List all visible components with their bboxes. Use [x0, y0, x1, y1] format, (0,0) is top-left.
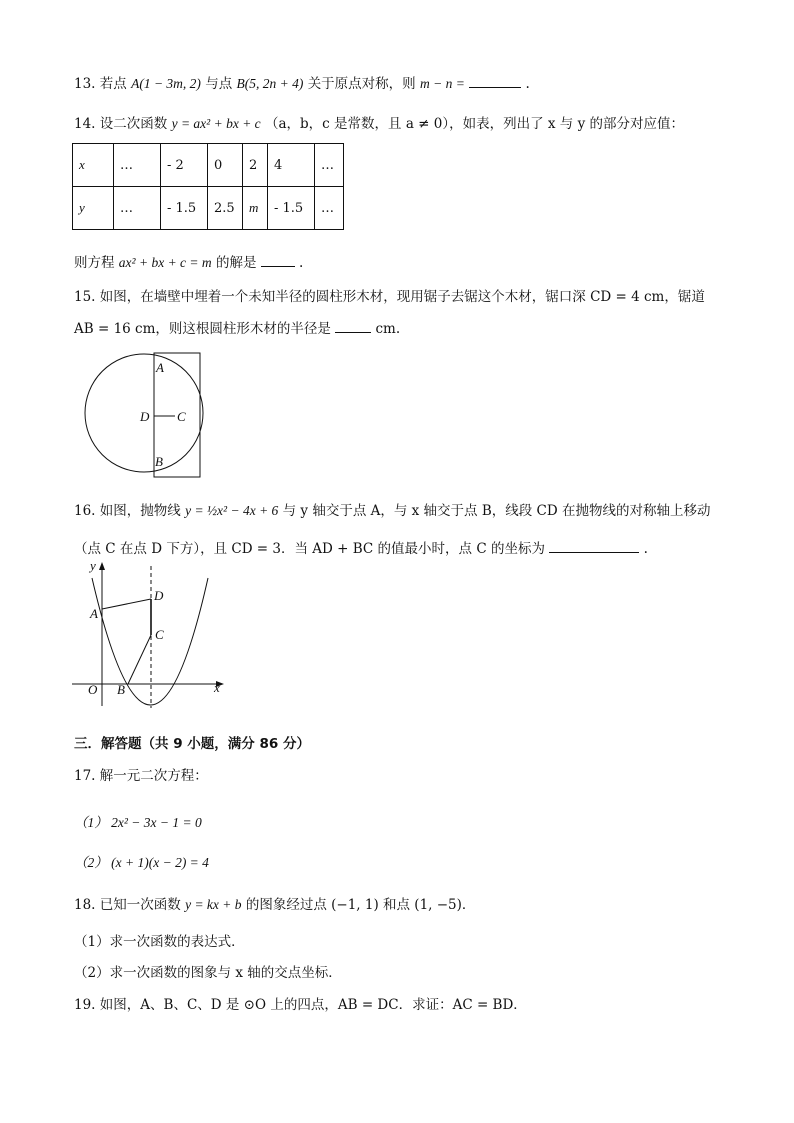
q18-number: 18.: [74, 897, 96, 913]
q16-answer-blank: [549, 538, 639, 553]
q15-figure: [66, 350, 216, 482]
q14-equation: ax² + bx + c = m: [118, 255, 212, 270]
q18-part2: （2）求一次函数的图象与 x 轴的交点坐标．: [74, 965, 342, 981]
section-3-heading: 三．解答题（共 9 小题，满分 86 分）: [74, 736, 310, 752]
table-cell: …: [114, 144, 161, 187]
parabola-curve: [92, 578, 208, 705]
question-18: [74, 895, 475, 915]
label-b: B: [117, 682, 125, 697]
q16-number: 16.: [74, 503, 96, 519]
label-c: C: [177, 409, 186, 424]
q14-paren: （a，b，c 是常数，且 a ≠ 0），如表，列出了 x 与 y 的部分对应值：: [264, 116, 685, 132]
q13-number: 13.: [74, 76, 96, 92]
q13-expression: m − n =: [419, 76, 465, 91]
question-16-line2: [74, 538, 648, 559]
question-13: [74, 73, 530, 94]
q17-number: 17.: [74, 768, 96, 784]
q14-after-pre: 则方程: [74, 255, 115, 271]
q14-value-table: [72, 143, 344, 230]
question-19: [74, 995, 527, 1015]
table-cell: 2.5: [208, 187, 243, 230]
q19-number: 19.: [74, 997, 96, 1013]
label-x: x: [214, 680, 220, 695]
label-o: O: [88, 682, 98, 697]
q13-point-a: A(1 − 3m, 2): [131, 76, 201, 91]
q13-pre: 若点: [99, 76, 127, 92]
q14-answer-blank: [261, 252, 295, 267]
table-cell: - 1.5: [161, 187, 208, 230]
q13-end: .: [525, 76, 530, 92]
question-15-line1: [74, 287, 705, 307]
label-a: A: [156, 360, 164, 375]
table-cell: …: [315, 187, 344, 230]
q13-point-b: B(5, 2n + 4): [236, 76, 304, 91]
q16-line1-post: 与 y 轴交于点 A，与 x 轴交于点 B，线段 CD 在抛物线的对称轴上移动: [282, 503, 711, 519]
q15-line1: 如图，在墙壁中埋着一个未知半径的圆柱形木材，现用锯子去锯这个木材，锯口深 CD = 4 cm，锯道: [99, 289, 705, 305]
label-d: D: [140, 409, 150, 424]
y-arrow-icon: [99, 562, 105, 570]
q17-title: 解一元二次方程：: [99, 768, 208, 784]
label-y: y: [90, 558, 96, 573]
question-14: [74, 114, 684, 134]
label-d: D: [154, 588, 164, 603]
q16-figure: [70, 558, 230, 710]
question-17: [74, 766, 208, 786]
table-row: [73, 144, 344, 187]
q15-line2-post: cm.: [375, 321, 401, 337]
table-cell: m: [243, 187, 268, 230]
q13-mid: 与点: [205, 76, 233, 92]
q16-end: .: [643, 541, 648, 557]
segment-bc: [128, 635, 151, 684]
q13-answer-blank: [469, 73, 521, 88]
q15-answer-blank: [335, 318, 371, 333]
q15-number: 15.: [74, 289, 96, 305]
table-cell: 2: [243, 144, 268, 187]
table-cell: …: [114, 187, 161, 230]
question-16-line1: [74, 501, 711, 521]
q16-line2-pre: （点 C 在点 D 下方），且 CD = 3．当 AD + BC 的值最小时，点 C 的坐标为: [74, 541, 545, 557]
table-row: [73, 187, 344, 230]
q17-part1: （1） 2x² − 3x − 1 = 0: [74, 815, 202, 830]
table-cell: 4: [268, 144, 315, 187]
q18-post: 的图象经过点 (−1, 1) 和点 (1, −5)．: [245, 897, 476, 913]
q16-line1-pre: 如图，抛物线: [99, 503, 181, 519]
q14-followup: [74, 252, 303, 273]
label-a: A: [90, 606, 98, 621]
table-cell: …: [315, 144, 344, 187]
q19-text: 如图，A、B、C、D 是 ⊙O 上的四点，AB = DC．求证：AC = BD．: [99, 997, 527, 1013]
table-cell: y: [73, 187, 114, 230]
q14-after-post: 的解是: [215, 255, 257, 271]
q18-function: y = kx + b: [185, 897, 242, 912]
q18-part1: （1）求一次函数的表达式．: [74, 934, 245, 950]
label-c: C: [155, 627, 164, 642]
q16-function: y = ½x² − 4x + 6: [185, 503, 279, 518]
q14-number: 14.: [74, 116, 96, 132]
q14-pre: 设二次函数: [99, 116, 168, 132]
q15-line2-pre: AB = 16 cm，则这根圆柱形木材的半径是: [74, 321, 331, 337]
table-cell: - 1.5: [268, 187, 315, 230]
q18-pre: 已知一次函数: [99, 897, 181, 913]
table-cell: 0: [208, 144, 243, 187]
table-cell: - 2: [161, 144, 208, 187]
q17-part2: （2） (x + 1)(x − 2) = 4: [74, 855, 209, 870]
q14-function: y = ax² + bx + c: [171, 116, 261, 131]
question-15-line2: [74, 318, 400, 339]
label-b: B: [155, 454, 163, 469]
q14-end: .: [299, 255, 304, 271]
q13-post: 关于原点对称，则: [307, 76, 416, 92]
segment-ad: [102, 599, 151, 609]
table-cell: x: [73, 144, 114, 187]
